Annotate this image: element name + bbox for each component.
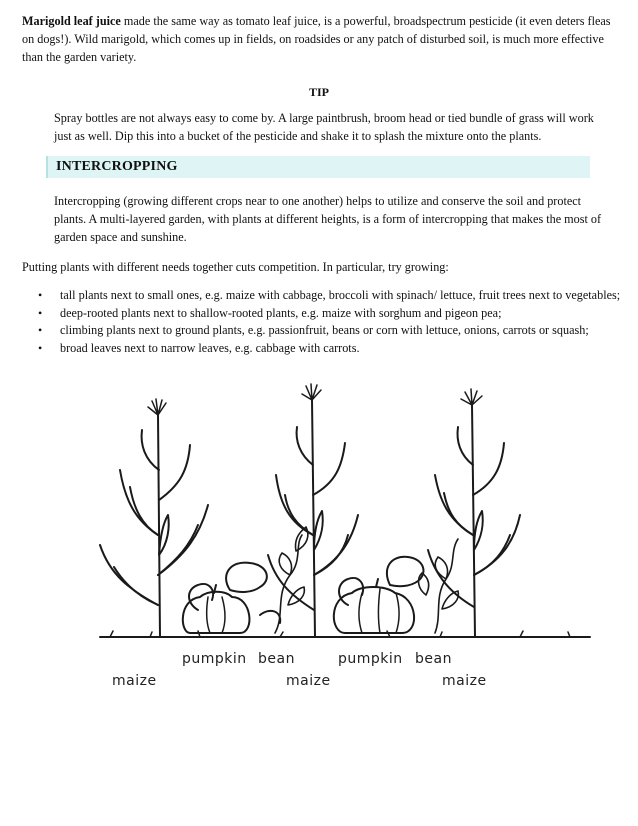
lead-in-text: Putting plants with different needs together cuts competition. In particular, try growing: — [22, 260, 449, 274]
maize-plant-3 — [428, 389, 520, 637]
bullet-icon: • — [38, 323, 43, 337]
tip-text: Spray bottles are not always easy to come by. A large paintbrush, broom head or tied bundle of grass will work just as well. Dip this into a bucket of the pesticide and shake it to splash the mixture onto the plants. — [54, 111, 594, 143]
pumpkin-2 — [334, 557, 424, 633]
intro-paragraph — [22, 12, 620, 66]
list-item-text: broad leaves next to narrow leaves, e.g. cabbage with carrots. — [60, 340, 360, 355]
bullet-list — [22, 287, 622, 357]
intercropping-illustration — [90, 375, 610, 695]
section-heading: INTERCROPPING — [56, 159, 178, 174]
label-maize-2: maize — [286, 673, 331, 689]
label-maize-3: maize — [442, 673, 487, 689]
list-item — [22, 322, 622, 339]
label-pumpkin-1: pumpkin — [182, 651, 247, 667]
list-item — [22, 305, 622, 322]
intro-text: made the same way as tomato leaf juice, is a powerful, broadspectrum pesticide (it even deters fleas on dogs!). Wild marigold, which comes up in fields, on roadsides or any patch of disturbed soil, is much more effective than the garden variety. — [22, 14, 611, 64]
section-heading-box — [46, 156, 590, 178]
list-item-text: deep-rooted plants next to shallow-rooted plants, e.g. maize with sorghum and pigeon pea; — [60, 305, 502, 320]
bean-vine-2 — [419, 539, 459, 633]
list-item — [22, 340, 622, 357]
section-text: Intercropping (growing different crops near to one another) helps to utilize and conserve the soil and protect plants. A multi-layered garden, with plants at different heights, is a form of intercropping that makes the most of garden space and sunshine. — [54, 194, 602, 244]
bullet-icon: • — [38, 305, 43, 320]
bullet-icon: • — [38, 288, 43, 302]
label-maize-1: maize — [112, 673, 157, 689]
label-bean-2: bean — [415, 651, 452, 667]
list-item-text: climbing plants next to ground plants, e.g. passionfruit, beans or corn with lettuce, onions, carrots or squash; — [60, 323, 589, 337]
pumpkin-1 — [183, 563, 280, 633]
tip-heading: TIP — [308, 85, 329, 99]
intro-bold-lead: Marigold leaf juice — [22, 14, 121, 28]
bullet-icon: • — [38, 340, 43, 355]
label-pumpkin-2: pumpkin — [338, 651, 403, 667]
list-item-text: tall plants next to small ones, e.g. maize with cabbage, broccoli with spinach/ lettuce, fruit trees next to vegetables; — [60, 288, 621, 302]
label-bean-1: bean — [258, 651, 295, 667]
maize-plant-1 — [100, 399, 208, 637]
list-item — [22, 287, 622, 304]
